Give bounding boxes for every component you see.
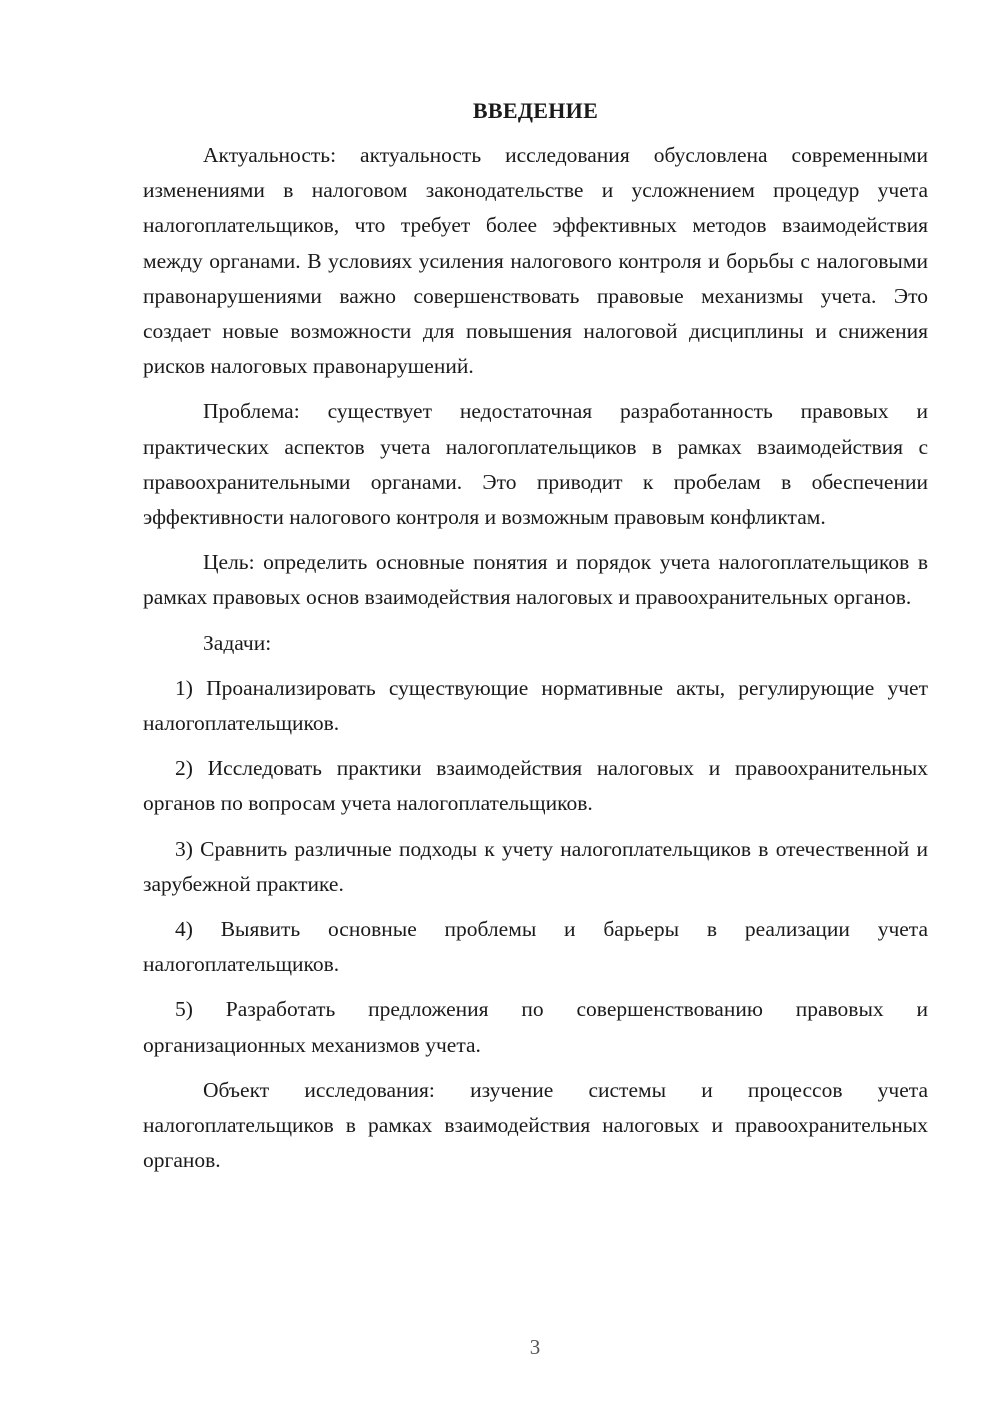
task-item-3: 3) Сравнить различные подходы к учету налогоплательщиков в отечественной и зарубежной практике.: [143, 836, 928, 896]
goal-paragraph: Цель: определить основные понятия и порядок учета налогоплательщиков в рамках правовых основ взаимодействия налоговых и правоохранительных органов.: [143, 550, 928, 610]
task-item-2: 2) Исследовать практики взаимодействия налоговых и правоохранительных органов по вопросам учета налогоплательщиков.: [143, 756, 928, 816]
tasks-heading: Задачи:: [203, 630, 272, 655]
page-number: 3: [529, 1335, 541, 1359]
problem-paragraph: Проблема: существует недостаточная разработанность правовых и практических аспектов учета налогоплательщиков в рамках взаимодействия с правоохранительными органами. Это приводит к пробелам в обеспечении эффективности налогового контроля и возможным правовым конфликтам.: [143, 399, 928, 530]
document-title: ВВЕДЕНИЕ: [472, 98, 599, 123]
object-paragraph: Объект исследования: изучение системы и процессов учета налогоплательщиков в рамках взаимодействия налоговых и правоохранительных органов.: [143, 1077, 928, 1173]
task-item-4: 4) Выявить основные проблемы и барьеры в реализации учета налогоплательщиков.: [143, 917, 928, 977]
task-item-5: 5) Разработать предложения по совершенствованию правовых и организационных механизмов учета.: [143, 997, 928, 1057]
relevance-paragraph: Актуальность: актуальность исследования обусловлена современными изменениями в налоговом законодательстве и усложнением процедур учета налогоплательщиков, что требует более эффективных методов взаимодействия между органами. В условиях усиления налогового контроля и борьбы с налоговыми правонарушениями важно совершенствовать правовые механизмы учета. Это создает новые возможности для повышения налоговой дисциплины и снижения рисков налоговых правонарушений.: [143, 143, 928, 379]
document-page: [143, 96, 928, 1188]
task-item-1: 1) Проанализировать существующие нормативные акты, регулирующие учет налогоплательщиков.: [143, 675, 928, 736]
